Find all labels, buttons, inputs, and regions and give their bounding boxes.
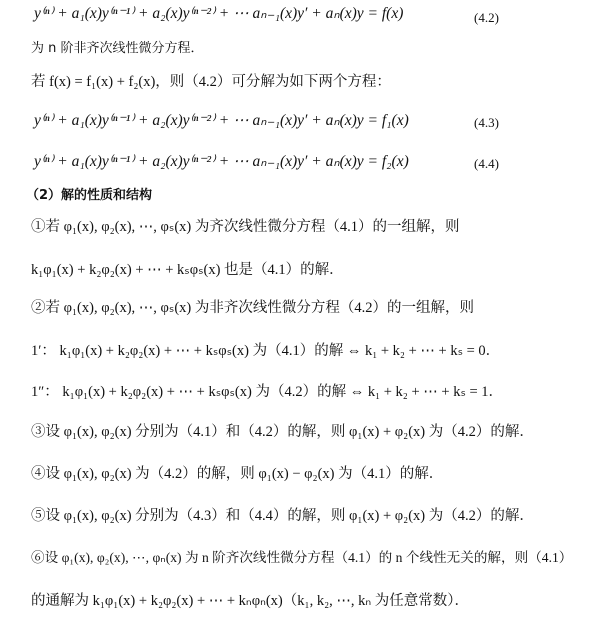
equation-4-2-number: (4.2) [474,10,499,25]
property-6-line-b: 的通解为 k₁φ₁(x) + k₂φ₂(x) + ⋯ + kₙφₙ(x)（k₁, k₂, ⋯, kₙ 为任意常数）． [31,593,470,609]
equation-4-2 [34,4,403,24]
property-5-line: ⑤设 φ₁(x), φ₂(x) 分别为（4.3）和（4.4）的解，则 φ₁(x) + φ₂(x) 为（4.2）的解． [31,508,534,524]
decomposition-line: 若 f(x) = f₁(x) + f₂(x)，则（4.2）可分解为如下两个方程： [31,74,391,90]
property-2-line-b: 1′： k₁φ₁(x) + k₂φ₂(x) + ⋯ + kₛφₛ(x) 为（4.1）的解 ⇔ k₁ + k₂ + ⋯ + kₛ = 0． [31,343,501,359]
property-6-line-a: ⑥设 φ₁(x), φ₂(x), ⋯, φₙ(x) 为 n 阶齐次线性微分方程（4.1）的 n 个线性无关的解，则（4.1） [31,550,573,565]
property-3-line: ③设 φ₁(x), φ₂(x) 分别为（4.1）和（4.2）的解，则 φ₁(x) + φ₂(x) 为（4.2）的解． [31,424,534,440]
equation-4-3 [34,111,409,131]
equation-4-4-number: (4.4) [474,156,499,171]
property-2-line-a: ②若 φ₁(x), φ₂(x), ⋯, φₛ(x) 为非齐次线性微分方程（4.2）的一组解，则 [31,300,474,316]
equation-4-4 [34,152,409,172]
equation-4-2-text: y⁽ⁿ⁾ + a₁(x)y⁽ⁿ⁻¹⁾ + a₂(x)y⁽ⁿ⁻²⁾ + ⋯ aₙ₋₁(x)y′ + aₙ(x)y = f(x) [34,5,404,22]
property-4-line: ④设 φ₁(x), φ₂(x) 为（4.2）的解，则 φ₁(x) − φ₂(x) 为（4.1）的解． [31,466,444,482]
equation-4-4-text: y⁽ⁿ⁾ + a₁(x)y⁽ⁿ⁻¹⁾ + a₂(x)y⁽ⁿ⁻²⁾ + ⋯ aₙ₋₁(x)y′ + aₙ(x)y = f₂(x) [34,153,409,170]
section-heading: （2）解的性质和结构 [26,188,153,203]
equation-4-3-number: (4.3) [474,115,499,130]
property-2-line-c: 1″： k₁φ₁(x) + k₂φ₂(x) + ⋯ + kₛφₛ(x) 为（4.2）的解 ⇔ k₁ + k₂ + ⋯ + kₛ = 1． [31,384,504,400]
property-1-line-a: ①若 φ₁(x), φ₂(x), ⋯, φₛ(x) 为齐次线性微分方程（4.1）的一组解，则 [31,219,460,235]
definition-line: 为 n 阶非齐次线性微分方程． [31,41,204,56]
property-1-line-b: k₁φ₁(x) + k₂φ₂(x) + ⋯ + kₛφₛ(x) 也是（4.1）的解． [31,262,344,278]
equation-4-3-text: y⁽ⁿ⁾ + a₁(x)y⁽ⁿ⁻¹⁾ + a₂(x)y⁽ⁿ⁻²⁾ + ⋯ aₙ₋₁(x)y′ + aₙ(x)y = f₁(x) [34,112,409,129]
